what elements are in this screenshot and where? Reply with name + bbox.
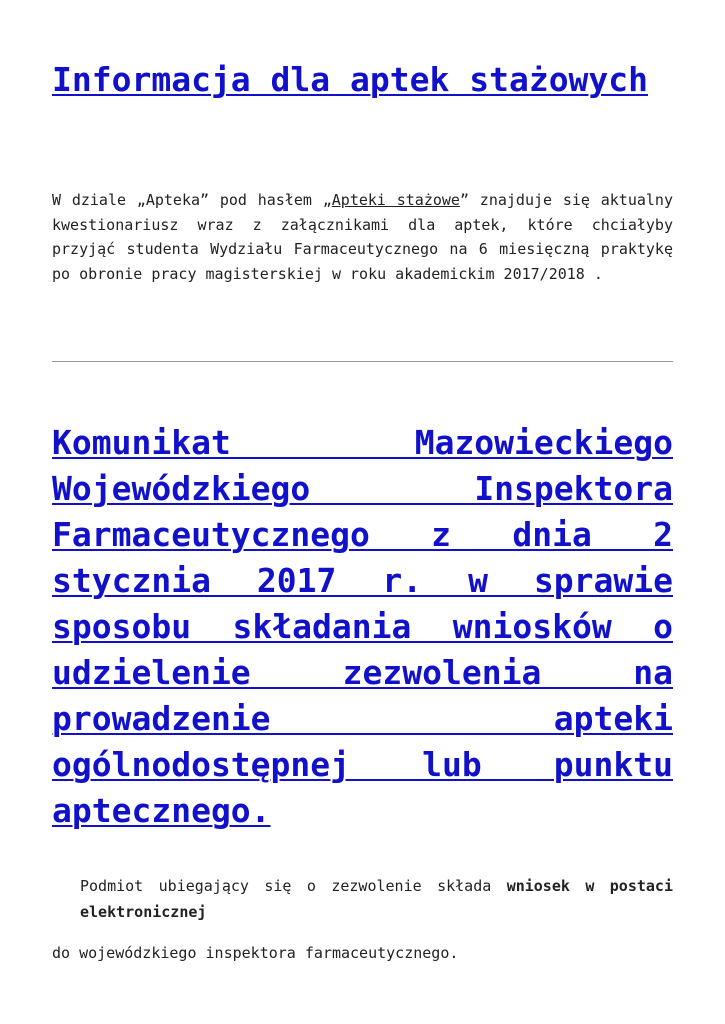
post-body-aptek-stazowych <box>52 188 673 286</box>
post-body-text-after-link: ” znajduje się aktualny kwestionariusz wraz z załącznikami dla aptek, które chciałyby przyjąć studenta Wydziału Farmaceutycznego na 6 miesięczną praktykę po obronie pracy magisterskiej w roku akademickim 2017/2018 . <box>52 191 673 283</box>
post-paragraph-komunikat: do wojewódzkiego inspektora farmaceutycznego. <box>52 944 459 962</box>
post-title-link-aptek-stazowych[interactable]: Informacja dla aptek stażowych <box>52 60 649 99</box>
post-quote-komunikat <box>80 873 673 925</box>
quote-text-normal: Podmiot ubiegający się o zezwolenie składa <box>80 877 507 895</box>
post-title-link-komunikat[interactable]: Komunikat Mazowieckiego Wojewódzkiego Inspektora Farmaceutycznego z dnia 2 stycznia 2017 r. w sprawie sposobu składania wniosków o udzielenie zezwolenia na prowadzenie apteki ogólnodostępnej lub punktu aptecznego. <box>52 423 673 830</box>
post-title-aptek-stazowych <box>52 57 673 103</box>
post-title-komunikat <box>52 420 673 834</box>
quote-text-bold: wniosek w postaci elektronicznej <box>80 877 673 921</box>
apteki-stazowe-link[interactable]: Apteki stażowe <box>331 191 460 209</box>
post-divider <box>52 361 673 362</box>
post-body-text-before-link: W dziale „Apteka” pod hasłem „ <box>52 191 332 209</box>
